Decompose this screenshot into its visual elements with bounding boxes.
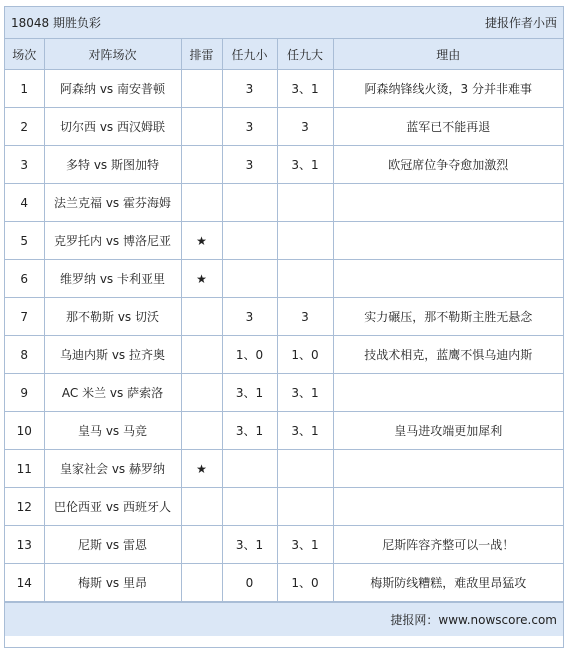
table-row (5, 564, 563, 602)
cell-reason: 技战术相克，蓝鹰不惧乌迪内斯 (333, 336, 563, 374)
cell-r9-small: 0 (222, 564, 277, 602)
cell-match: 维罗纳 vs 卡利亚里 (44, 260, 181, 298)
cell-no: 13 (5, 526, 44, 564)
cell-match: 法兰克福 vs 霍芬海姆 (44, 184, 181, 222)
table-row (5, 488, 563, 526)
table-row (5, 70, 563, 108)
table-row (5, 526, 563, 564)
sheet-title: 18048 期胜负彩 (11, 16, 101, 30)
cell-no: 5 (5, 222, 44, 260)
cell-mine (181, 374, 222, 412)
col-header-mine: 排雷 (181, 39, 222, 70)
cell-r9-big: 3 (277, 298, 333, 336)
cell-reason (333, 260, 563, 298)
cell-mine (181, 564, 222, 602)
table-row (5, 374, 563, 412)
cell-match: 梅斯 vs 里昂 (44, 564, 181, 602)
cell-r9-small (222, 184, 277, 222)
cell-no: 1 (5, 70, 44, 108)
cell-r9-small: 3 (222, 108, 277, 146)
col-header-reason: 理由 (333, 39, 563, 70)
table-row (5, 450, 563, 488)
match-table (5, 39, 563, 602)
cell-reason: 蓝军已不能再退 (333, 108, 563, 146)
source-label: 捷报网：www.nowscore.com (390, 613, 557, 627)
cell-mine (181, 108, 222, 146)
cell-no: 7 (5, 298, 44, 336)
cell-r9-small (222, 450, 277, 488)
cell-mine: ★ (181, 260, 222, 298)
cell-match: 皇马 vs 马竞 (44, 412, 181, 450)
cell-r9-big: 3、1 (277, 526, 333, 564)
cell-r9-big (277, 222, 333, 260)
cell-mine (181, 70, 222, 108)
cell-reason: 皇马进攻端更加犀利 (333, 412, 563, 450)
cell-mine (181, 336, 222, 374)
cell-match: 皇家社会 vs 赫罗纳 (44, 450, 181, 488)
cell-r9-small: 3、1 (222, 412, 277, 450)
col-header-no: 场次 (5, 39, 44, 70)
cell-no: 11 (5, 450, 44, 488)
table-row (5, 184, 563, 222)
cell-reason (333, 374, 563, 412)
cell-reason: 尼斯阵容齐整可以一战！ (333, 526, 563, 564)
cell-reason (333, 184, 563, 222)
cell-mine (181, 184, 222, 222)
cell-r9-big: 3、1 (277, 70, 333, 108)
cell-r9-small (222, 222, 277, 260)
table-row (5, 108, 563, 146)
cell-no: 10 (5, 412, 44, 450)
cell-r9-big (277, 488, 333, 526)
cell-no: 14 (5, 564, 44, 602)
lottery-sheet (4, 6, 564, 648)
cell-r9-big: 1、0 (277, 564, 333, 602)
cell-reason: 欧冠席位争夺愈加激烈 (333, 146, 563, 184)
cell-r9-big: 3、1 (277, 146, 333, 184)
footer-bar (5, 602, 563, 636)
col-header-match: 对阵场次 (44, 39, 181, 70)
cell-reason: 实力碾压，那不勒斯主胜无悬念 (333, 298, 563, 336)
cell-no: 3 (5, 146, 44, 184)
cell-r9-small: 3、1 (222, 526, 277, 564)
cell-mine: ★ (181, 222, 222, 260)
cell-no: 4 (5, 184, 44, 222)
cell-match: 阿森纳 vs 南安普顿 (44, 70, 181, 108)
cell-no: 12 (5, 488, 44, 526)
cell-r9-big (277, 184, 333, 222)
cell-mine: ★ (181, 450, 222, 488)
cell-r9-big: 3 (277, 108, 333, 146)
cell-match: 乌迪内斯 vs 拉齐奥 (44, 336, 181, 374)
cell-match: 尼斯 vs 雷恩 (44, 526, 181, 564)
cell-r9-small: 3 (222, 146, 277, 184)
cell-no: 6 (5, 260, 44, 298)
cell-mine (181, 298, 222, 336)
cell-reason: 梅斯防线糟糕，难敌里昂猛攻 (333, 564, 563, 602)
cell-match: 克罗托内 vs 博洛尼亚 (44, 222, 181, 260)
cell-mine (181, 146, 222, 184)
table-row (5, 412, 563, 450)
col-header-r9-small: 任九小 (222, 39, 277, 70)
title-bar (5, 7, 563, 39)
cell-match: 那不勒斯 vs 切沃 (44, 298, 181, 336)
table-row (5, 298, 563, 336)
header-row (5, 39, 563, 70)
cell-match: 切尔西 vs 西汉姆联 (44, 108, 181, 146)
table-row (5, 260, 563, 298)
author-label: 捷报作者小西 (484, 16, 557, 30)
cell-r9-small (222, 260, 277, 298)
cell-r9-small: 1、0 (222, 336, 277, 374)
cell-mine (181, 488, 222, 526)
cell-reason: 阿森纳锋线火烫，3 分并非难事 (333, 70, 563, 108)
cell-r9-small (222, 488, 277, 526)
table-row (5, 222, 563, 260)
cell-match: 多特 vs 斯图加特 (44, 146, 181, 184)
cell-r9-big (277, 260, 333, 298)
cell-r9-small: 3、1 (222, 374, 277, 412)
cell-r9-small: 3 (222, 70, 277, 108)
cell-r9-big: 3、1 (277, 412, 333, 450)
cell-r9-big (277, 450, 333, 488)
cell-match: AC 米兰 vs 萨索洛 (44, 374, 181, 412)
cell-no: 8 (5, 336, 44, 374)
cell-no: 9 (5, 374, 44, 412)
table-row (5, 146, 563, 184)
cell-r9-big: 3、1 (277, 374, 333, 412)
cell-reason (333, 222, 563, 260)
cell-r9-big: 1、0 (277, 336, 333, 374)
cell-reason (333, 488, 563, 526)
col-header-r9-big: 任九大 (277, 39, 333, 70)
cell-match: 巴伦西亚 vs 西班牙人 (44, 488, 181, 526)
table-row (5, 336, 563, 374)
cell-r9-small: 3 (222, 298, 277, 336)
cell-no: 2 (5, 108, 44, 146)
cell-mine (181, 412, 222, 450)
cell-reason (333, 450, 563, 488)
cell-mine (181, 526, 222, 564)
